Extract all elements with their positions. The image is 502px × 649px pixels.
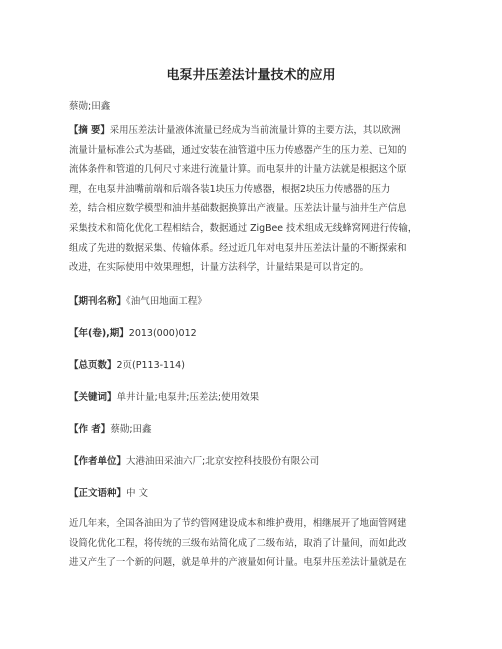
field-value: 中 文: [126, 488, 149, 499]
body-line: 近几年来，全国各油田为了节约管网建设成本和维护费用，相继展开了地面管网建: [69, 518, 407, 529]
field-language: [69, 485, 148, 499]
field-label: 【关键词】: [69, 392, 117, 403]
field-label: 【期刊名称】: [69, 296, 127, 307]
field-value: 《油气田地面工程》: [126, 296, 207, 307]
field-value: 2013(000)012: [128, 328, 197, 339]
field-label: 【总页数】: [69, 360, 117, 371]
abstract: [69, 121, 435, 278]
abstract-line: 流量计量标准公式为基础，通过安装在油管道中压力传感器产生的压力差、已知的: [69, 144, 407, 156]
abstract-line: 【摘 要】采用压差法计量液体流量已经成为当前流量计算的主要方法，其以欧洲: [69, 125, 401, 136]
field-label: 【年(卷),期】: [69, 328, 129, 339]
body-text: [69, 514, 435, 573]
field-author: [69, 421, 152, 435]
field-label: 【正文语种】: [69, 488, 127, 499]
abstract-line: 改进，在实际使用中效果理想，计量方法科学，计量结果是可以肯定的。: [69, 262, 370, 274]
abstract-label: 【摘 要】: [69, 125, 110, 136]
field-volume-issue: [69, 325, 197, 339]
field-value: 2页(P113-114): [116, 360, 185, 371]
field-affiliation: [69, 453, 319, 467]
abstract-line: 采集技术和简化优化工程相结合，数据通过 ZigBee 技术组成无线蜂窝网进行传输，: [69, 222, 418, 234]
field-pages: [69, 357, 185, 371]
field-value: 蔡勋;田鑫: [110, 424, 152, 435]
paper-title: 电泵井压差法计量技术的应用: [166, 68, 336, 83]
body-line: 设简化优化工程，将传统的三级布站简化成了二级布站，取消了计量间，而如此改: [69, 537, 407, 549]
body-line: 进又产生了一个新的问题，就是单井的产液量如何计量。电泵井压差法计量就是在: [69, 557, 407, 569]
authors: 蔡勋;田鑫: [69, 101, 111, 112]
field-journal: [69, 293, 207, 307]
field-label: 【作者单位】: [69, 456, 127, 467]
abstract-line: 组成了先进的数据采集、传输体系。经过近几年对电泵井压差法计量的不断探索和: [69, 242, 407, 254]
field-value: 单井计量;电泵井;压差法;使用效果: [116, 392, 260, 403]
field-label: 【作 者】: [69, 424, 111, 435]
abstract-line: 差，结合相应数学模型和油井基础数据换算出产液量。压差法计量与油井生产信息: [69, 203, 407, 215]
field-keywords: [69, 389, 259, 403]
field-value: 大港油田采油六厂;北京安控科技股份有限公司: [126, 456, 320, 467]
abstract-line: 理，在电泵井油嘴前端和后端各装1块压力传感器，根据2块压力传感器的压力: [69, 183, 391, 195]
abstract-line: 流体条件和管道的几何尺寸来进行流量计算。而电泵井的计量方法就是根据这个原: [69, 164, 407, 176]
